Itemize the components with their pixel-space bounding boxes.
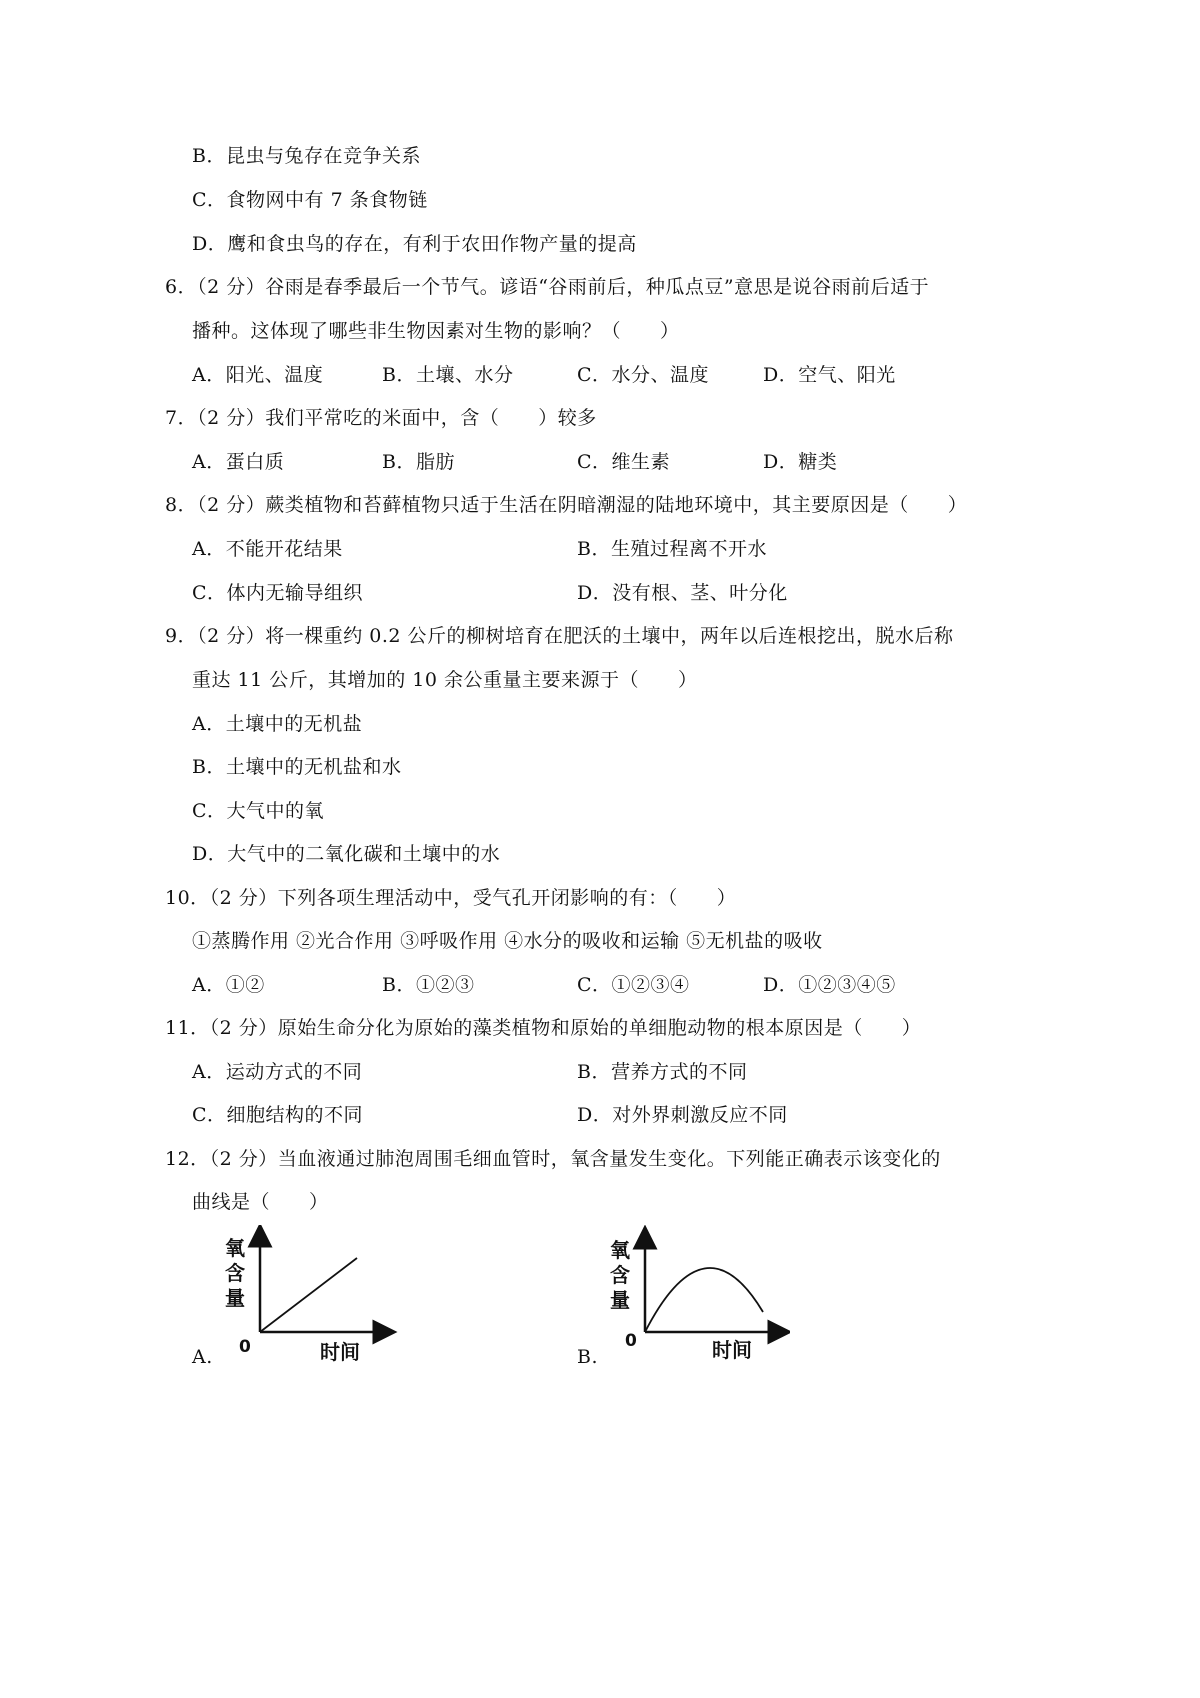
graph-a-ylabel-1: 氧 [225,1236,245,1260]
q10-option-c: C．①②③④ [577,974,690,996]
q10-option-d: D．①②③④⑤ [763,974,896,996]
q8-option-a: A．不能开花结果 [192,538,343,560]
q11-stem: 11．（2 分）原始生命分化为原始的藻类植物和原始的单细胞动物的根本原因是（ ） [165,1017,922,1039]
q7-option-c: C．维生素 [577,451,671,473]
q8-option-d: D．没有根、茎、叶分化 [577,582,788,604]
q10-stem-line2: ①蒸腾作用 ②光合作用 ③呼吸作用 ④水分的吸收和运输 ⑤无机盐的吸收 [192,930,823,952]
graph-a-ylabel-2: 含 [225,1261,245,1285]
q9-option-b: B．土壤中的无机盐和水 [192,756,402,778]
q8-stem: 8．（2 分）蕨类植物和苔藓植物只适于生活在阴暗潮湿的陆地环境中，其主要原因是（ ） [165,494,968,516]
q8-option-c: C．体内无输导组织 [192,582,364,604]
q7-option-b: B．脂肪 [382,451,455,473]
q12-option-a-label: A. [192,1346,213,1368]
q6-option-c: C．水分、温度 [577,364,710,386]
graph-a [215,1225,405,1375]
q12-stem-line2: 曲线是（ ） [192,1191,329,1213]
q6-stem-line2: 播种。这体现了哪些非生物因素对生物的影响？（ ） [192,320,680,342]
graph-b-curve [645,1268,763,1332]
graph-a-xlabel: 时间 [320,1340,360,1364]
graph-b-ylabel-1: 氧 [610,1238,630,1262]
graph-b-ylabel-3: 量 [610,1288,630,1312]
q6-option-a: A．阳光、温度 [192,364,324,386]
q5-option-b: B．昆虫与兔存在竞争关系 [192,145,421,167]
q9-stem-line1: 9．（2 分）将一棵重约 0.2 公斤的柳树培育在肥沃的土壤中，两年以后连根挖出，脱水后称 [165,625,954,647]
q10-option-b: B．①②③ [382,974,475,996]
q9-stem-line2: 重达 11 公斤，其增加的 10 余公重量主要来源于（ ） [192,669,698,691]
q7-option-a: A．蛋白质 [192,451,285,473]
q12-stem-line1: 12．（2 分）当血液通过肺泡周围毛细血管时，氧含量发生变化。下列能正确表示该变化的 [165,1148,941,1170]
q11-option-b: B．营养方式的不同 [577,1061,748,1083]
q6-option-b: B．土壤、水分 [382,364,514,386]
graph-b-xlabel: 时间 [712,1338,752,1362]
q6-option-d: D．空气、阳光 [763,364,896,386]
q10-option-a: A．①② [192,974,265,996]
graph-a-ylabel-3: 量 [225,1286,245,1310]
graph-b-ylabel-2: 含 [610,1263,630,1287]
graph-a-origin: 0 [239,1337,251,1357]
graph-a-curve [260,1258,357,1332]
q11-option-d: D．对外界刺激反应不同 [577,1104,788,1126]
graph-b [600,1225,790,1375]
q9-option-a: A．土壤中的无机盐 [192,713,363,735]
q11-option-c: C．细胞结构的不同 [192,1104,364,1126]
q7-stem: 7．（2 分）我们平常吃的米面中，含（ ）较多 [165,407,597,429]
q9-option-d: D．大气中的二氧化碳和土壤中的水 [192,843,501,865]
graph-b-origin: 0 [625,1331,637,1351]
q7-option-d: D．糖类 [763,451,838,473]
q9-option-c: C．大气中的氧 [192,800,325,822]
q10-stem-line1: 10．（2 分）下列各项生理活动中，受气孔开闭影响的有：（ ） [165,887,737,909]
q11-option-a: A．运动方式的不同 [192,1061,363,1083]
q5-option-c: C．食物网中有 7 条食物链 [192,189,428,211]
q12-option-b-label: B. [577,1346,599,1368]
q6-stem-line1: 6．（2 分）谷雨是春季最后一个节气。谚语“谷雨前后，种瓜点豆”意思是说谷雨前后适于 [165,276,930,298]
q5-option-d: D．鹰和食虫鸟的存在，有利于农田作物产量的提高 [192,233,637,255]
q8-option-b: B．生殖过程离不开水 [577,538,767,560]
